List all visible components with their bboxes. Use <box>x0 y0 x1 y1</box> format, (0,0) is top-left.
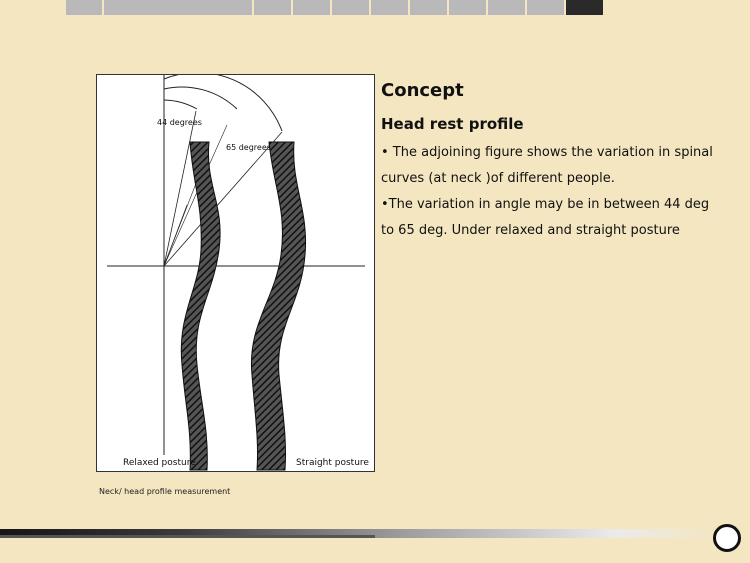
angle-line-44 <box>164 111 196 266</box>
nav-segment[interactable] <box>332 0 369 15</box>
bottom-decorative-bar <box>0 529 720 538</box>
neck-profile-diagram <box>97 75 376 473</box>
angle-line-65 <box>164 132 282 266</box>
relaxed-posture-profile <box>181 142 220 470</box>
nav-segment[interactable] <box>488 0 525 15</box>
nav-segment[interactable] <box>66 0 102 15</box>
straight-posture-label: Straight posture <box>296 458 369 468</box>
arc-middle <box>164 87 237 109</box>
top-navigation-bar <box>66 0 603 15</box>
neck-profile-figure <box>96 74 375 472</box>
angle-44-label: 44 degrees <box>157 118 202 127</box>
arc-inner <box>164 100 197 109</box>
straight-posture-profile <box>251 142 305 470</box>
bullet-point: •The variation in angle may be in between 44 deg to 65 deg. Under relaxed and straight posture <box>381 197 710 238</box>
figure-caption: Neck/ head profile measurement <box>99 487 231 496</box>
slide-title: Concept <box>381 80 464 101</box>
nav-segment[interactable] <box>371 0 408 15</box>
nav-segment-active[interactable] <box>566 0 603 15</box>
circle-icon[interactable] <box>713 524 741 552</box>
nav-segment[interactable] <box>254 0 291 15</box>
nav-segment[interactable] <box>527 0 564 15</box>
slide-subtitle: Head rest profile <box>381 115 524 133</box>
nav-segment[interactable] <box>410 0 447 15</box>
nav-segment[interactable] <box>449 0 486 15</box>
nav-segment[interactable] <box>293 0 330 15</box>
relaxed-posture-label: Relaxed posture <box>123 458 196 468</box>
angle-65-label: 65 degrees <box>226 143 271 152</box>
nav-segment[interactable] <box>104 0 252 15</box>
slide-body <box>381 140 721 244</box>
bullet-point: • The adjoining figure shows the variation in spinal curves (at neck )of different people. <box>381 145 713 186</box>
